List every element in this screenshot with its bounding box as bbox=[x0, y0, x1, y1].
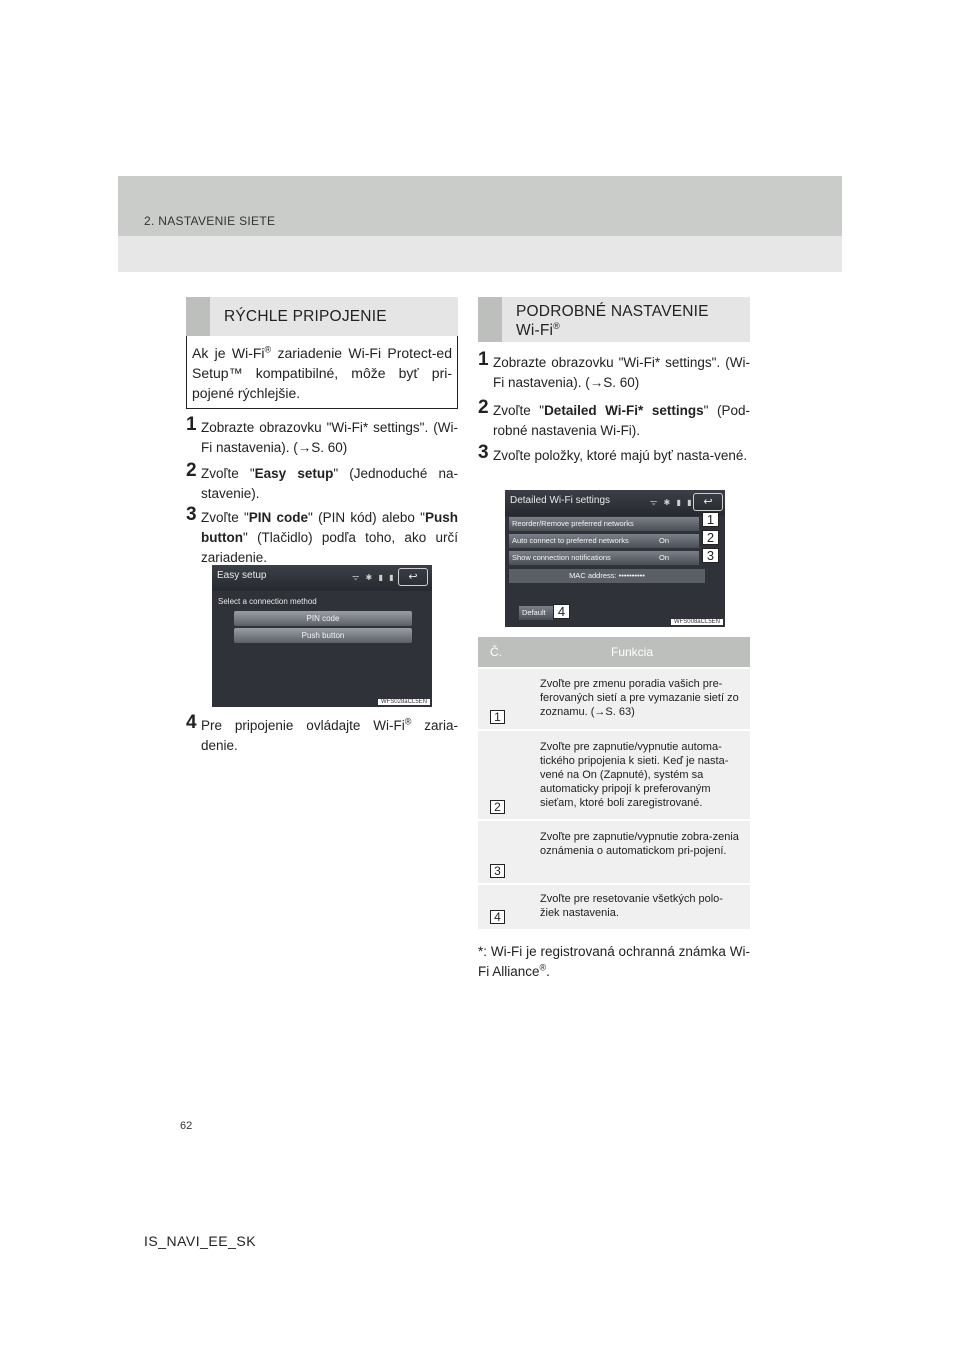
step-text-part: " (PIN kód) alebo " bbox=[308, 510, 425, 525]
pin-code-button: PIN code bbox=[234, 611, 412, 626]
step-text bbox=[186, 508, 458, 568]
table-row bbox=[478, 667, 750, 729]
left-step-3 bbox=[186, 504, 458, 568]
step-text-part: " (Pod-robné nastavenia Wi-Fi). bbox=[493, 403, 750, 438]
right-step-3 bbox=[478, 442, 750, 466]
step-text bbox=[186, 464, 458, 504]
section-header: 2. NASTAVENIE SIETE bbox=[144, 214, 276, 228]
step-text-part: Zvoľte " bbox=[493, 403, 545, 418]
row-number: 4 bbox=[490, 910, 505, 924]
step-number: 4 bbox=[186, 712, 197, 733]
row-number-cell bbox=[478, 821, 514, 883]
intro-text-start: Ak je Wi-Fi bbox=[192, 345, 265, 361]
status-icons: ᯤ ✱ ▮ ▮ bbox=[352, 573, 396, 582]
step-number: 3 bbox=[478, 442, 489, 463]
footnote-end: . bbox=[546, 964, 550, 979]
callout-2: 2 bbox=[702, 530, 719, 545]
step-number: 3 bbox=[186, 504, 197, 525]
registered-mark: ® bbox=[553, 320, 560, 331]
back-icon: ↩ bbox=[693, 493, 723, 511]
document-code: IS_NAVI_EE_SK bbox=[144, 1233, 257, 1249]
step-option-name: PIN code bbox=[248, 510, 309, 525]
callout-1: 1 bbox=[702, 512, 719, 527]
row-text: Zvoľte pre resetovanie všetkých polo-žiek nastavenia. bbox=[540, 893, 723, 919]
step-text-part: zaria-denie. bbox=[201, 718, 458, 753]
registered-mark: ® bbox=[264, 344, 272, 355]
detailed-wifi-screenshot bbox=[505, 490, 725, 627]
row-text: Zvoľte pre zapnutie/vypnutie zobra-zenia oznámenia o automatickom pri-pojení. bbox=[540, 831, 739, 857]
step-text bbox=[478, 401, 750, 441]
step-text-part: " (Tlačidlo) podľa toho, ako určí zariadenie. bbox=[201, 530, 458, 565]
heading-bar bbox=[478, 297, 502, 342]
header-subband bbox=[118, 236, 842, 272]
registered-mark: ® bbox=[404, 716, 412, 727]
step-option-name: Detailed Wi-Fi* settings bbox=[544, 403, 704, 418]
push-button-button: Push button bbox=[234, 628, 412, 643]
callout-3: 3 bbox=[702, 548, 719, 563]
row-number: 1 bbox=[490, 710, 505, 724]
table-row bbox=[478, 729, 750, 819]
step-number: 1 bbox=[186, 414, 197, 435]
step-text-part: Pre pripojenie ovládajte Wi-Fi bbox=[201, 718, 405, 733]
show-notifications-row bbox=[509, 551, 699, 565]
quick-connect-title: RÝCHLE PRIPOJENIE bbox=[224, 308, 387, 325]
table-row bbox=[478, 819, 750, 883]
callout-4: 4 bbox=[553, 604, 570, 619]
status-icons: ᯤ ✱ ▮ ▮ bbox=[650, 498, 694, 507]
table-row bbox=[478, 883, 750, 929]
row-label: Auto connect to preferred networks bbox=[512, 536, 629, 545]
step-text: Zvoľte položky, ktoré majú byť nasta-vené. bbox=[493, 448, 748, 463]
detailed-settings-title bbox=[516, 302, 709, 340]
row-number: 3 bbox=[490, 864, 505, 878]
heading-bar bbox=[186, 297, 210, 336]
title-line-1: PODROBNÉ NASTAVENIE bbox=[516, 303, 709, 320]
auto-connect-row bbox=[509, 534, 699, 548]
step-number: 1 bbox=[478, 349, 489, 370]
step-text-part: " (Jednoduché na-stavenie). bbox=[201, 466, 458, 501]
left-step-4 bbox=[186, 712, 458, 756]
easy-setup-screenshot bbox=[212, 565, 432, 707]
header-function: Funkcia bbox=[610, 645, 654, 659]
step-text-part: Zvoľte " bbox=[201, 510, 249, 525]
intro-text-end: zariadenie Wi-Fi Protect-ed Setup™ kompatibilné, môže byť pri-pojené rýchlejšie. bbox=[192, 345, 452, 401]
default-button: Default bbox=[519, 606, 553, 620]
step-number: 2 bbox=[186, 460, 197, 481]
row-text: Zvoľte pre zapnutie/vypnutie automa-tického pripojenia k sieti. Keď je nasta-vené na On (Zapnuté), systém sa automaticky pripojí k preferovaným sieťam, ktoré boli zaregistrované. bbox=[540, 741, 729, 809]
quick-connect-heading bbox=[186, 297, 458, 336]
row-number-cell bbox=[478, 669, 514, 729]
trademark-footnote bbox=[478, 942, 750, 982]
step-option-name: Push button bbox=[201, 510, 458, 545]
title-line-2: Wi-Fi bbox=[516, 322, 554, 339]
on-value: On bbox=[658, 536, 669, 545]
image-code: WFS008aCL5EN bbox=[671, 619, 723, 625]
step-text bbox=[186, 716, 458, 756]
detailed-settings-heading bbox=[478, 297, 750, 342]
left-step-2 bbox=[186, 460, 458, 504]
registered-mark: ® bbox=[539, 962, 547, 973]
screen-prompt: Select a connection method bbox=[218, 597, 317, 606]
right-step-1 bbox=[478, 349, 750, 393]
row-label: Show connection notifications bbox=[512, 553, 611, 562]
step-option-name: Easy setup bbox=[254, 466, 334, 481]
mac-address-field: MAC address: •••••••••• bbox=[509, 569, 705, 583]
page-number: 62 bbox=[180, 1120, 193, 1132]
on-value: On bbox=[658, 553, 669, 562]
reorder-networks-row: Reorder/Remove preferred networks bbox=[509, 517, 699, 531]
left-step-1 bbox=[186, 414, 458, 458]
image-code: WFS028aCL5EN bbox=[378, 699, 430, 705]
row-number-cell bbox=[478, 731, 514, 819]
header-number: Č. bbox=[490, 645, 502, 659]
row-text: Zvoľte pre zmenu poradia vašich pre-ferovaných sietí a pre vymazanie sietí zo zoznamu. (→S. 63) bbox=[540, 678, 739, 718]
step-text: Zobrazte obrazovku "Wi-Fi* settings". (Wi-Fi nastavenia). (→S. 60) bbox=[493, 355, 750, 390]
step-text-part: Zvoľte " bbox=[201, 466, 255, 481]
screen-title: Detailed Wi-Fi settings bbox=[510, 495, 611, 506]
function-table bbox=[478, 637, 750, 929]
row-number-cell bbox=[478, 885, 514, 929]
right-step-2 bbox=[478, 397, 750, 441]
screen-title: Easy setup bbox=[217, 570, 267, 581]
quick-connect-intro bbox=[186, 336, 458, 409]
footnote-text: *: Wi-Fi je registrovaná ochranná známka Wi-Fi Alliance bbox=[478, 944, 750, 979]
step-number: 2 bbox=[478, 397, 489, 418]
step-text: Zobrazte obrazovku "Wi-Fi* settings". (Wi-Fi nastavenia). (→S. 60) bbox=[201, 420, 458, 455]
row-number: 2 bbox=[490, 800, 505, 814]
table-header bbox=[478, 637, 750, 667]
back-icon: ↩ bbox=[398, 568, 428, 586]
